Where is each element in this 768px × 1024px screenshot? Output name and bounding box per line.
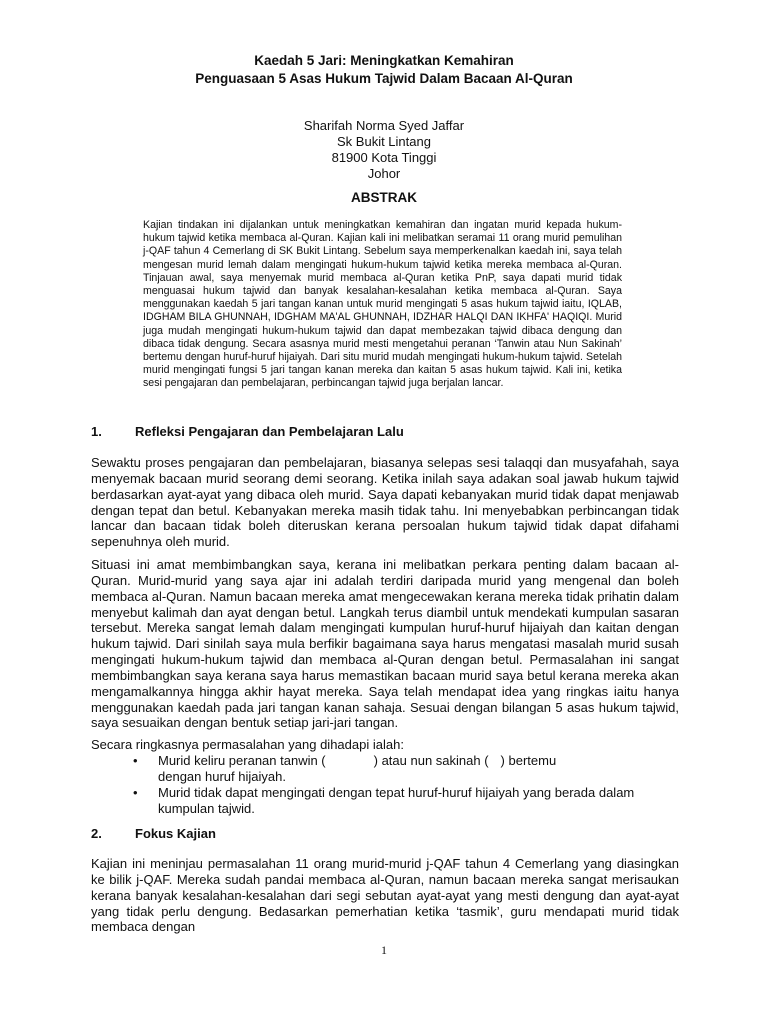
author-state: Johor	[367, 166, 401, 181]
section-2-heading	[91, 826, 216, 841]
section-2-number: 2.	[91, 826, 102, 841]
problem-list	[133, 753, 679, 816]
bullet-1-text-c: ) bertemu	[500, 753, 557, 768]
document-title	[0, 52, 768, 88]
title-line-2: Penguasaan 5 Asas Hukum Tajwid Dalam Bacaan Al-Quran	[195, 71, 573, 86]
abstract-heading: ABSTRAK	[351, 190, 417, 205]
author-school: Sk Bukit Lintang	[337, 134, 431, 149]
section-1-paragraph-2: Situasi ini amat membimbangkan saya, kerana ini melibatkan perkara penting dalam bacaan al-Quran. Murid-murid yang saya ajar ini adalah terdiri daripada murid yang mengenal dan boleh membaca al-Quran. Namun bacaan mereka amat mengecewakan kerana mereka tidak prihatin dalam menyebut kalimah dan ayat dengan betul. Langkah terus diambil untuk mendekati kumpulan sasaran tersebut. Mereka sangat lemah dalam mengingati kumpulan huruf-huruf hijaiyah dan kaitan dengan hukum tajwid. Dari sinilah saya mula berfikir bagaimana saya harus mengatasi masalah murid susah mengingati hukum-hukum tajwid dan membaca al-Quran dengan betul. Permasalahan ini sangat membimbangkan saya kerana saya harus memastikan bacaan murid saya betul kerana mereka akan mengamalkannya hingga akhir hayat mereka. Saya telah mendapat idea yang ringkas iaitu hanya menggunakan kaedah pada jari tangan kanan sahaja. Sesuai dengan bilangan 5 asas hukum tajwid, saya sesuaikan dengan bentuk setiap jari-jari tangan.	[91, 557, 679, 731]
list-item	[133, 785, 679, 817]
section-2-paragraph-1: Kajian ini meninjau permasalahan 11 orang murid-murid j-QAF tahun 4 Cemerlang yang diasingkan ke bilik j-QAF. Mereka sudah pandai membaca al-Quran, namun bacaan mereka sangat merisaukan kerana banyak kesalahan-kesalahan dari segi sebutan ayat-ayat yang mesti dengung dan ayat-ayat yang tidak perlu dengung. Bedasarkan pemerhatian ketika ‘tasmik’, guru mendapati murid tidak membaca dengan	[91, 856, 679, 935]
abstract-text: Kajian tindakan ini dijalankan untuk meningkatkan kemahiran dan ingatan murid kepada hukum-hukum tajwid ketika membaca al-Quran. Kajian kali ini melibatkan seramai 11 orang murid pemulihan j-QAF tahun 4 Cemerlang di SK Bukit Lintang. Sebelum saya memperkenalkan kaedah ini, saya telah mengesan murid lemah dalam mengingati hukum-hukum tajwid ketika mereka membaca al-Quran. Tinjauan awal, saya menyemak murid membaca al-Quran ketika PnP, saya dapati murid tidak menguasai hukum tajwid dan banyak kesalahan-kesalahan ketika membaca al-Quran. Saya menggunakan kaedah 5 jari tangan kanan untuk murid mengingati 5 asas hukum tajwid iaitu, IQLAB, IDGHAM BILA GHUNNAH, IDGHAM MA'AL GHUNNAH, IDZHAR HALQI DAN IKHFA' HAQIQI. Murid juga mudah mengingati hukum-hukum tajwid dan dapat membezakan tajwid dibaca dengung dan dibaca tidak dengung. Secara asasnya murid mesti mengetahui peranan ‘Tanwin atau Nun Sakinah’ bertemu dengan huruf-huruf hijaiyah. Dari situ murid mudah mengingati hukum-hukum tajwid. Setelah murid mengingati fungsi 5 jari tangan kanan mereka dan kaitan 5 asas hukum tajwid. Kali ini, ketika sesi pengajaran dan pembelajaran, perbincangan tajwid juga berjalan lancar.	[143, 219, 622, 390]
page-number: 1	[381, 943, 387, 957]
author-block	[0, 118, 768, 182]
bullet-icon: •	[133, 784, 138, 800]
section-1-title: Refleksi Pengajaran dan Pembelajaran Lalu	[135, 424, 404, 439]
bullet-2-text: Murid tidak dapat mengingati dengan tepat huruf-huruf hijaiyah yang berada dalam kumpulan tajwid.	[158, 784, 635, 816]
list-item	[133, 753, 679, 785]
section-1-paragraph-3: Secara ringkasnya permasalahan yang dihadapi ialah:	[91, 737, 404, 752]
bullet-1-text-d: dengan huruf hijaiyah.	[158, 768, 286, 784]
section-2-title: Fokus Kajian	[135, 826, 216, 841]
author-name: Sharifah Norma Syed Jaffar	[303, 118, 465, 133]
bullet-1-text-b: ) atau nun sakinah (	[373, 753, 489, 768]
section-1-number: 1.	[91, 424, 102, 439]
author-postcode: 81900 Kota Tinggi	[331, 150, 437, 165]
bullet-1-text-a: Murid keliru peranan tanwin (	[158, 753, 326, 768]
title-line-1: Kaedah 5 Jari: Meningkatkan Kemahiran	[254, 53, 514, 68]
section-1-heading	[91, 424, 404, 439]
section-1-paragraph-1: Sewaktu proses pengajaran dan pembelajaran, biasanya selepas sesi talaqqi dan musyafahah, saya menyemak bacaan murid seorang demi seorang. Ketika inilah saya adakan soal jawab hukum tajwid berdasarkan ayat-ayat yang dibaca oleh murid. Saya dapati kebanyakan murid tidak dapat menjawab dengan tepat dan betul. Kebanyakan mereka masih tidak tahu. Ini menyebabkan perbincangan tidak lancar dan bacaan tidak boleh diteruskan kerana persoalan hukum tajwid tidak dapat difahami sepenuhnya oleh murid.	[91, 455, 679, 550]
bullet-icon: •	[133, 753, 138, 768]
